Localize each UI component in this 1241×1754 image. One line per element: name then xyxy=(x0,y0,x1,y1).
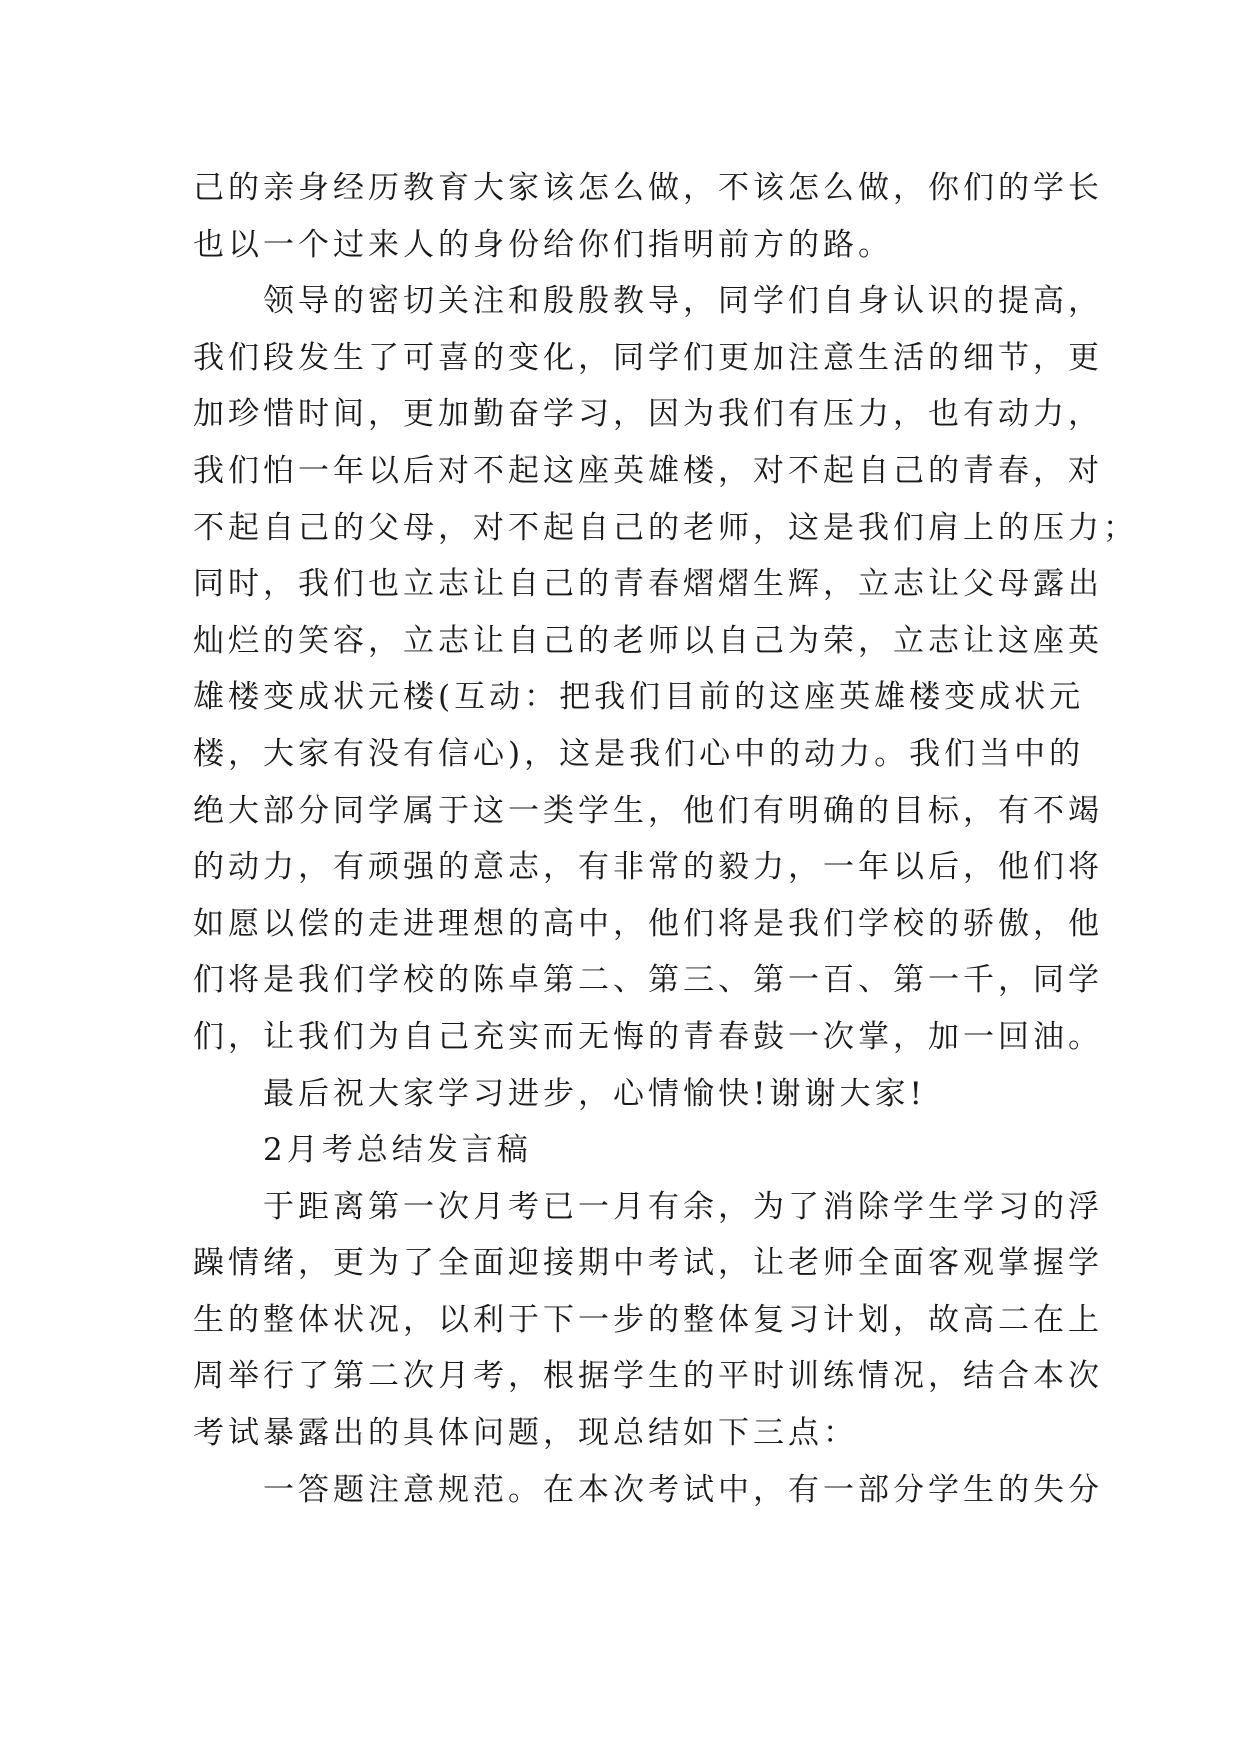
paragraph-start-line: 一答题注意规范。在本次考试中，有一部分学生的失分 xyxy=(263,1471,1103,1508)
text-line: 我们段发生了可喜的变化，同学们更加注意生活的细节，更 xyxy=(193,339,1103,376)
section-heading: 2月考总结发言稿 xyxy=(263,1132,532,1169)
text-line: 生的整体状况，以利于下一步的整体复习计划，故高二在上 xyxy=(193,1301,1103,1338)
text-line: 周举行了第二次月考，根据学生的平时训练情况，结合本次 xyxy=(193,1358,1103,1395)
paragraph-start-line: 于距离第一次月考已一月有余，为了消除学生学习的浮 xyxy=(263,1188,1103,1225)
closing-line: 最后祝大家学习进步，心情愉快!谢谢大家! xyxy=(263,1075,926,1112)
body-text xyxy=(193,160,1138,1518)
text-line: 加珍惜时间，更加勤奋学习，因为我们有压力，也有动力， xyxy=(193,396,1103,433)
text-line: 们，让我们为自己充实而无悔的青春鼓一次掌，加一回油。 xyxy=(193,1018,1103,1055)
text-line: 雄楼变成状元楼(互动：把我们目前的这座英雄楼变成状元 xyxy=(193,679,1085,716)
text-line: 绝大部分同学属于这一类学生，他们有明确的目标，有不竭 xyxy=(193,792,1103,829)
paragraph-start-line: 领导的密切关注和殷殷教导，同学们自身认识的提高， xyxy=(263,283,1103,320)
text-line: 如愿以偿的走进理想的高中，他们将是我们学校的骄傲，他 xyxy=(193,905,1103,942)
text-line: 不起自己的父母，对不起自己的老师，这是我们肩上的压力； xyxy=(193,509,1138,546)
text-line: 同时，我们也立志让自己的青春熠熠生辉，立志让父母露出 xyxy=(193,566,1103,603)
text-line: 躁情绪，更为了全面迎接期中考试，让老师全面客观掌握学 xyxy=(193,1245,1103,1282)
text-line: 我们怕一年以后对不起这座英雄楼，对不起自己的青春，对 xyxy=(193,452,1103,489)
text-line: 们将是我们学校的陈卓第二、第三、第一百、第一千，同学 xyxy=(193,962,1103,999)
text-line: 也以一个过来人的身份给你们指明前方的路。 xyxy=(193,226,893,263)
text-line: 灿烂的笑容，立志让自己的老师以自己为荣，立志让这座英 xyxy=(193,622,1103,659)
text-line: 考试暴露出的具体问题，现总结如下三点： xyxy=(193,1415,858,1452)
text-line: 楼，大家有没有信心)，这是我们心中的动力。我们当中的 xyxy=(193,735,1085,772)
text-line: 己的亲身经历教育大家该怎么做，不该怎么做，你们的学长 xyxy=(193,170,1103,206)
text-line: 的动力，有顽强的意志，有非常的毅力，一年以后，他们将 xyxy=(193,849,1103,886)
